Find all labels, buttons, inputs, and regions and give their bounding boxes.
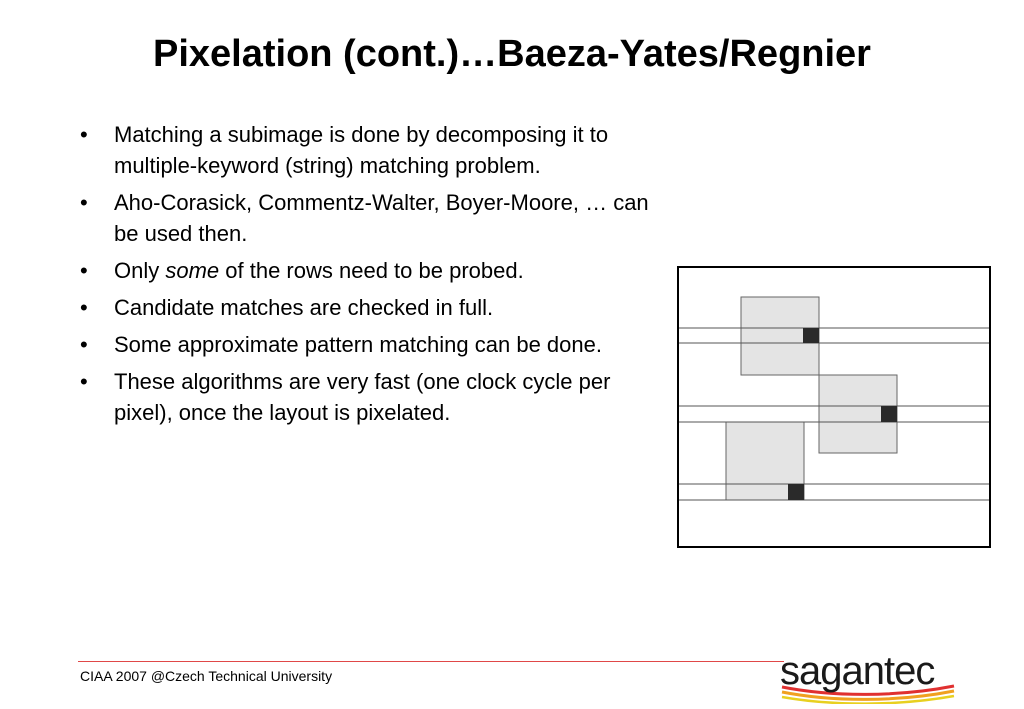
sagantec-logo bbox=[778, 648, 958, 704]
bullet-text-after: of the rows need to be probed. bbox=[219, 258, 524, 283]
bullet-text: Matching a subimage is done by decomposing it to multiple-keyword (string) matching problem. bbox=[114, 122, 609, 178]
pixelation-diagram bbox=[676, 265, 992, 549]
bullet-text: Candidate matches are checked in full. bbox=[114, 295, 494, 320]
bullet-text-before: Only bbox=[114, 258, 166, 283]
bullet-marker: • bbox=[80, 190, 88, 215]
bullet-item bbox=[80, 187, 650, 249]
slide-title: Pixelation (cont.)…Baeza-Yates/Regnier bbox=[153, 33, 871, 75]
bullet-item bbox=[80, 255, 650, 286]
probe-pixel bbox=[803, 328, 819, 343]
bullet-marker: • bbox=[80, 122, 88, 147]
bullet-emphasis: some bbox=[165, 258, 220, 283]
probe-pixel bbox=[788, 484, 804, 500]
probe-pixel bbox=[881, 406, 897, 422]
bullet-marker: • bbox=[80, 332, 88, 357]
bullet-item bbox=[80, 119, 650, 181]
bullet-list bbox=[80, 119, 650, 434]
bullet-marker: • bbox=[80, 258, 88, 283]
logo-wordmark: sagantec bbox=[780, 649, 935, 693]
footer-text: CIAA 2007 @Czech Technical University bbox=[80, 668, 333, 684]
bullet-text: Aho-Corasick, Commentz-Walter, Boyer-Moore, … can be used then. bbox=[114, 190, 649, 246]
bullet-marker: • bbox=[80, 295, 88, 320]
bullet-item bbox=[80, 292, 650, 323]
bullet-item bbox=[80, 366, 650, 428]
bullet-text: Some approximate pattern matching can be done. bbox=[114, 332, 602, 357]
bullet-item bbox=[80, 329, 650, 360]
bullet-text bbox=[114, 258, 524, 283]
footer-rule bbox=[78, 661, 784, 662]
bullet-marker: • bbox=[80, 369, 88, 394]
bullet-text: These algorithms are very fast (one clock cycle per pixel), once the layout is pixelated. bbox=[114, 369, 611, 425]
